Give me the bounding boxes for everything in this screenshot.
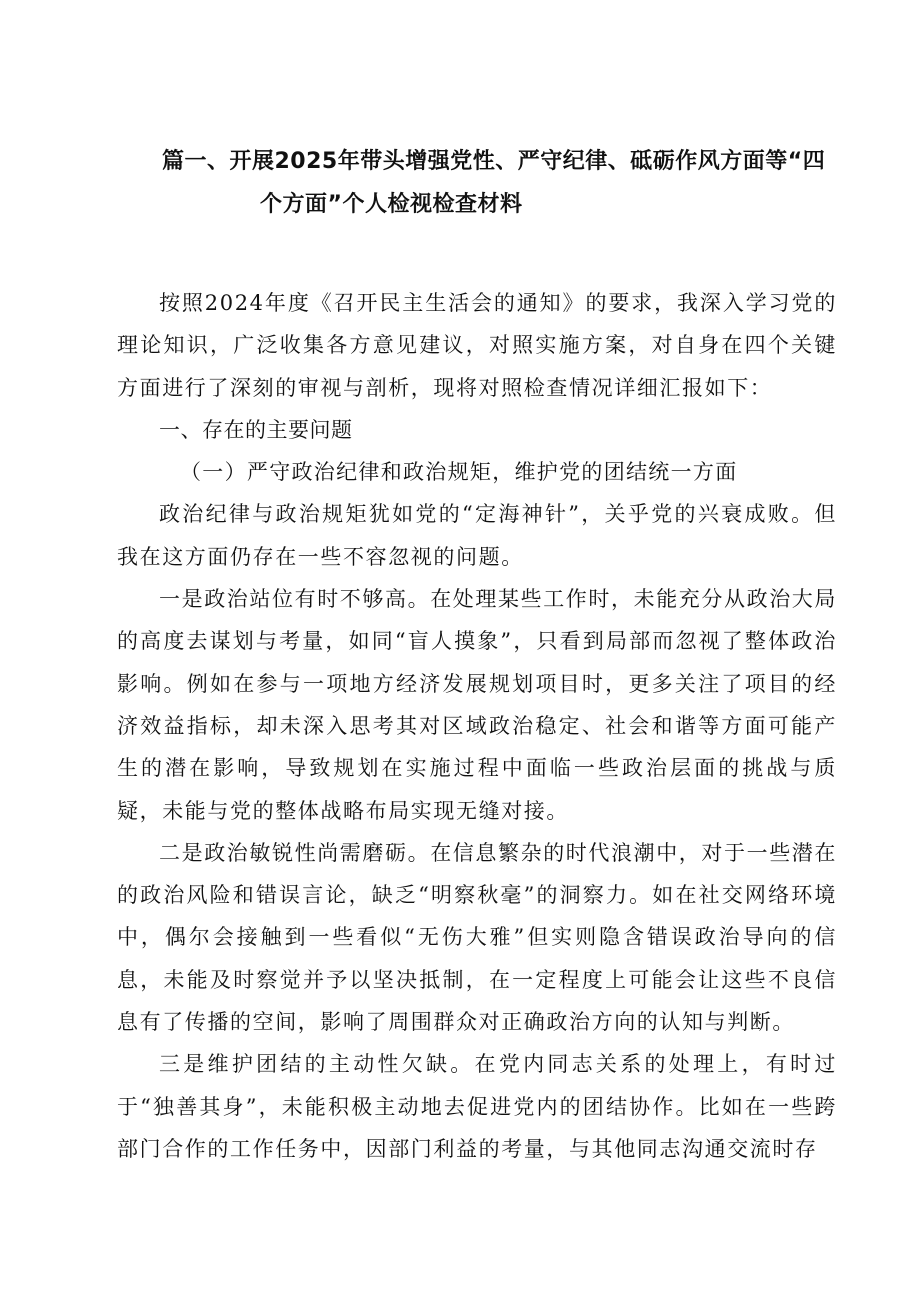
document-body [117,282,837,1170]
document-title [117,140,837,226]
body-paragraph: 一是政治站位有时不够高。在处理某些工作时，未能充分从政治大局的高度去谋划与考量，如同“盲人摸象”，只看到局部而忽视了整体政治影响。例如在参与一项地方经济发展规划项目时，更多关注了项目的经济效益指标，却未深入思考其对区域政治稳定、社会和谐等方面可能产生的潜在影响，导致规划在实施过程中面临一些政治层面的挑战与质疑，未能与党的整体战略布局实现无缝对接。 [117,587,837,823]
title-line-1: 篇一、开展2025年带头增强党性、严守纪律、砥砺作风方面等“四 [162,149,826,174]
body-paragraph: 二是政治敏锐性尚需磨砺。在信息繁杂的时代浪潮中，对于一些潜在的政治风险和错误言论，缺乏“明察秋毫”的洞察力。如在社交网络环境中，偶尔会接触到一些看似“无伤大雅”但实则隐含错误政治导向的信息，未能及时察觉并予以坚决抵制，在一定程度上可能会让这些不良信息有了传播的空间，影响了周围群众对正确政治方向的认知与判断。 [117,840,837,1035]
body-paragraph: 政治纪律与政治规矩犹如党的“定海神针”，关乎党的兴衰成败。但我在这方面仍存在一些不容忽视的问题。 [117,502,837,569]
body-paragraph: 三是维护团结的主动性欠缺。在党内同志关系的处理上，有时过于“独善其身”，未能积极主动地去促进党内的团结协作。比如在一些跨部门合作的工作任务中，因部门利益的考量，与其他同志沟通交流时存 [117,1052,837,1161]
subsection-heading: （一）严守政治纪律和政治规矩，维护党的团结统一方面 [180,460,738,485]
intro-paragraph: 按照2024年度《召开民主生活会的通知》的要求，我深入学习党的理论知识，广泛收集各方意见建议，对照实施方案，对自身在四个关键方面进行了深刻的审视与剖析，现将对照检查情况详细汇报如下： [117,291,837,400]
section-heading: 一、存在的主要问题 [159,417,353,442]
title-line-2: 个方面”个人检视检查材料 [260,192,523,217]
